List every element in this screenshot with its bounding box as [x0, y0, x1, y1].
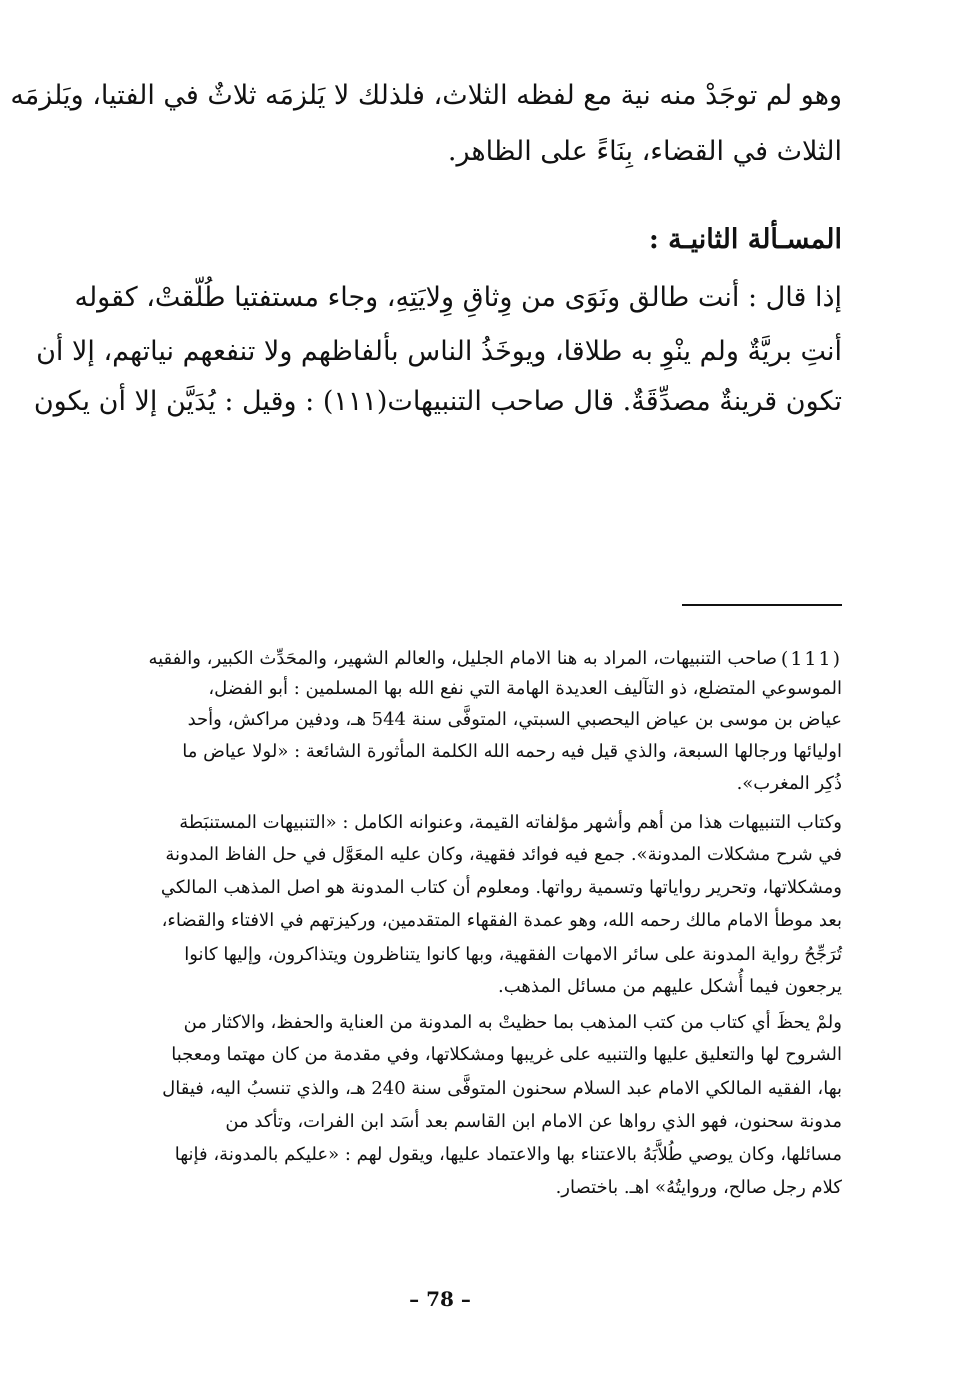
footnote-line: بعد موطأ الامام مالك رحمه الله، وهو عمدة الفقهاء المتقدمين، وركيزتهم في الافتاء والقضاء، — [161, 910, 842, 931]
page-number: – 78 – — [409, 1287, 471, 1311]
footnote-line: ذُكِر المغرب». — [736, 773, 842, 794]
footnote-line: صاحب التنبيهات، المراد به هنا الامام الجليل، والعالم الشهير، والمحَدِّث الكبير، والفقيه — [148, 648, 777, 669]
footnote-line: بها، الفقيه المالكي الامام عبد السلام سحنون المتوفَّى سنة 240 هـ، والذي تنسبُ اليه، فيقال — [162, 1078, 842, 1099]
footnote-line: يرجعون فيما أُشكل عليهم من مسائل المذهب. — [498, 976, 842, 997]
footnote-separator — [682, 604, 842, 606]
footnote-line: مدونة سحنون، فهو الذي رواها عن الامام ابن القاسم بعد أسَد ابن الفرات، وتأكد من — [225, 1111, 842, 1132]
footnote-line: وكتاب التنبيهات هذا من أهم وأشهر مؤلفاته القيمة، وعنوانه الكامل : «التنبيهات المستنبَطة — [179, 812, 842, 833]
body-line: تكون قرينةٌ مصدِّقَةٌ. قال صاحب التنبيهات(١١١) : وقيل : يُدَيَّن إلا أن يكون — [33, 386, 842, 417]
footnote-line: الموسوعي المتضلع، ذو التآليف العديدة الهامة التي نفع الله بها المسلمين : أبو الفضل، — [208, 678, 842, 699]
footnote-line: ومشكلاتها، وتحرير رواياتها وتسمية رواتها. ومعلوم أن كتاب المدونة هو اصل المذهب المالكي — [160, 877, 842, 898]
footnote-line: الشروح لها والتعليق عليها والتنبيه على غريبها ومشكلاتها، وفي مقدمة من كان مهتما ومعجبا — [171, 1044, 842, 1065]
footnote-line: كلام رجل صالح، وروايتُهُ» اهـ. باختصار. — [555, 1177, 842, 1198]
footnote-line: تُرَجِّحُ رواية المدونة على سائر الامهات الفقهية، وبها كانوا يتناظرون ويتذاكرون، وإليها كانوا — [184, 944, 842, 965]
footnote-line: ولمْ يحظَ أي كتاب من كتب المذهب بما حظيتْ به المدونة من العناية والحفظ، والاكثار من — [183, 1012, 842, 1033]
footnote-line: في شرح مشكلات المدونة». جمع فيه فوائد فقهية، وكان عليه المعَوَّل في حل الفاظ المدونة — [165, 844, 842, 865]
body-line: إذا قال : أنت طالق ونَوَى من وِثاقِ وِلايَتِهِ، وجاء مستفتيا طُلّقتْ، كقوله — [74, 282, 842, 313]
footnote-number: (111) — [780, 648, 842, 670]
section-heading: المسـألة الثانيـة : — [648, 224, 842, 255]
footnote-line: اوليائها ورجالها السبعة، والذي قيل فيه رحمه الله الكلمة المأثورة الشائعة : «لولا عياض ما — [182, 741, 842, 762]
footnote-line: عياض بن موسى بن عياض اليحصبي السبتي، المتوفَّى سنة 544 هـ، ودفين مراكش، وأحد — [187, 709, 842, 730]
body-line: وهو لم توجَدْ منه نية مع لفظه الثلاث، فلذلك لا يَلزمَه ثلاثٌ في الفتيا، ويَلزمَه — [10, 80, 842, 111]
body-line: أنتِ بريَّةٌ ولم ينْوِ به طلاقا، ويوخَذُ الناس بألفاظهم ولا تنفعهم نياتهم، إلا أن — [36, 336, 842, 367]
body-line: الثلاث في القضاء، بِنَاءً على الظاهر. — [447, 136, 842, 167]
footnote-line: مسائلها، وكان يوصي طُلاَّبَهُ بالاعتناء بها والاعتماد عليها، ويقول لهم : «عليكم بالمدونة، فإنها — [174, 1144, 842, 1165]
